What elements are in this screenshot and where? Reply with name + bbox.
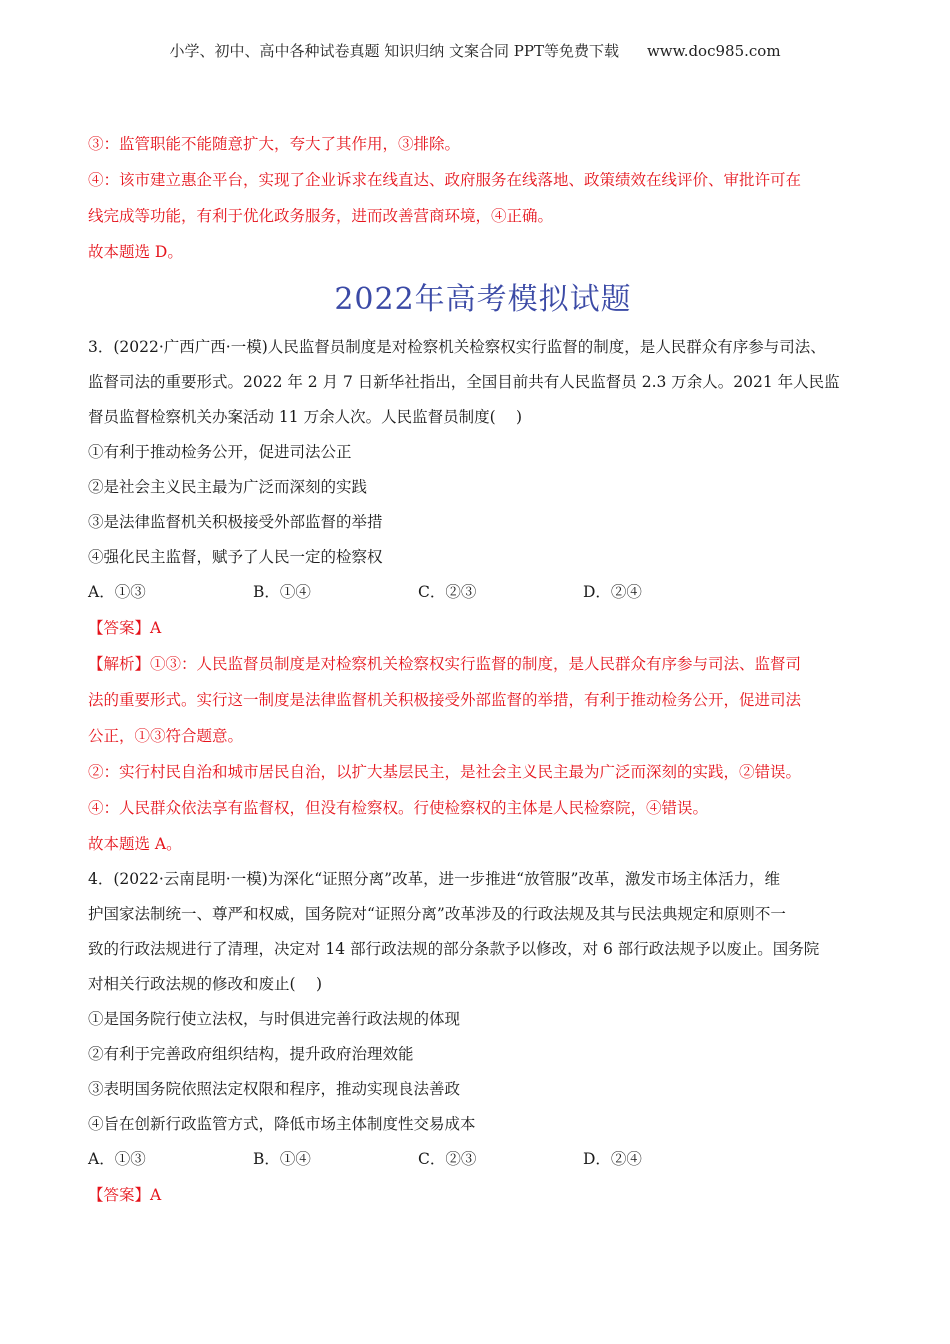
question-4 (88, 862, 878, 1213)
analysis-line: 故本题选 A。 (88, 835, 182, 853)
statement: ④旨在创新行政监管方式，降低市场主体制度性交易成本 (88, 1115, 476, 1133)
option-d: D．②④ (583, 583, 642, 601)
question-stem-line: 4．(2022·云南昆明·一模)为深化“证照分离”改革，进一步推进“放管服”改革，激发市场主体活力，维 (88, 870, 780, 888)
answer-options (88, 1142, 878, 1177)
statement: ①是国务院行使立法权，与时俱进完善行政法规的体现 (88, 1010, 461, 1028)
question-3 (88, 330, 878, 862)
option-d: D．②④ (583, 1150, 642, 1168)
statement: ③是法律监督机关积极接受外部监督的举措 (88, 513, 383, 531)
analysis-line: ②：实行村民自治和城市居民自治，以扩大基层民主，是社会主义民主最为广泛而深刻的实践，②错误。 (88, 763, 802, 781)
analysis-line: ④：该市建立惠企平台，实现了企业诉求在线直达、政府服务在线落地、政策绩效在线评价、审批许可在 (88, 171, 802, 189)
question-stem-line: 致的行政法规进行了清理，决定对 14 部行政法规的部分条款予以修改，对 6 部行政法规予以废止。国务院 (88, 940, 820, 958)
question-stem-line: 护国家法制统一、尊严和权威，国务院对“证照分离”改革涉及的行政法规及其与民法典规定和原则不一 (88, 905, 786, 923)
statement: ①有利于推动检务公开，促进司法公正 (88, 443, 352, 461)
analysis-line: 法的重要形式。实行这一制度是法律监督机关积极接受外部监督的举措，有利于推动检务公开，促进司法 (88, 691, 802, 709)
header-text: 小学、初中、高中各种试卷真题 知识归纳 文案合同 PPT等免费下载 (169, 42, 619, 60)
statement: ②有利于完善政府组织结构，提升政府治理效能 (88, 1045, 414, 1063)
header-url[interactable]: www.doc985.com (646, 42, 781, 60)
option-c: C．②③ (418, 583, 477, 601)
answer-label: 【答案】A (88, 619, 162, 637)
option-b: B．①④ (253, 583, 311, 601)
answer-options (88, 575, 878, 610)
analysis-line: 【解析】①③：人民监督员制度是对检察机关检察权实行监督的制度，是人民群众有序参与司法、监督司 (88, 655, 802, 673)
question-stem-line: 对相关行政法规的修改和废止( ) (88, 975, 323, 993)
analysis-line: ③：监管职能不能随意扩大，夸大了其作用，③排除。 (88, 135, 461, 153)
statement: ②是社会主义民主最为广泛而深刻的实践 (88, 478, 368, 496)
document-body (88, 126, 878, 1213)
answer-label: 【答案】A (88, 1186, 162, 1204)
analysis-line: 公正，①③符合题意。 (88, 727, 244, 745)
statement: ③表明国务院依照法定权限和程序，推动实现良法善政 (88, 1080, 461, 1098)
option-a: A．①③ (88, 583, 146, 601)
option-b: B．①④ (253, 1150, 311, 1168)
analysis-line: 线完成等功能，有利于优化政务服务，进而改善营商环境，④正确。 (88, 207, 554, 225)
analysis-line: ④：人民群众依法享有监督权，但没有检察权。行使检察权的主体是人民检察院，④错误。 (88, 799, 709, 817)
option-a: A．①③ (88, 1150, 146, 1168)
option-c: C．②③ (418, 1150, 477, 1168)
statement: ④强化民主监督，赋予了人民一定的检察权 (88, 548, 383, 566)
question-stem-line: 督员监督检察机关办案活动 11 万余人次。人民监督员制度( ) (88, 408, 523, 426)
question-stem-line: 监督司法的重要形式。2022 年 2 月 7 日新华社指出，全国目前共有人民监督员 2.3 万余人。2021 年人民监 (88, 373, 840, 391)
page-header (0, 40, 950, 61)
section-title: 2022年高考模拟试题 (334, 282, 632, 317)
question-stem-line: 3．(2022·广西广西·一模)人民监督员制度是对检察机关检察权实行监督的制度，是人民群众有序参与司法、 (88, 338, 826, 356)
analysis-line: 故本题选 D。 (88, 243, 183, 261)
